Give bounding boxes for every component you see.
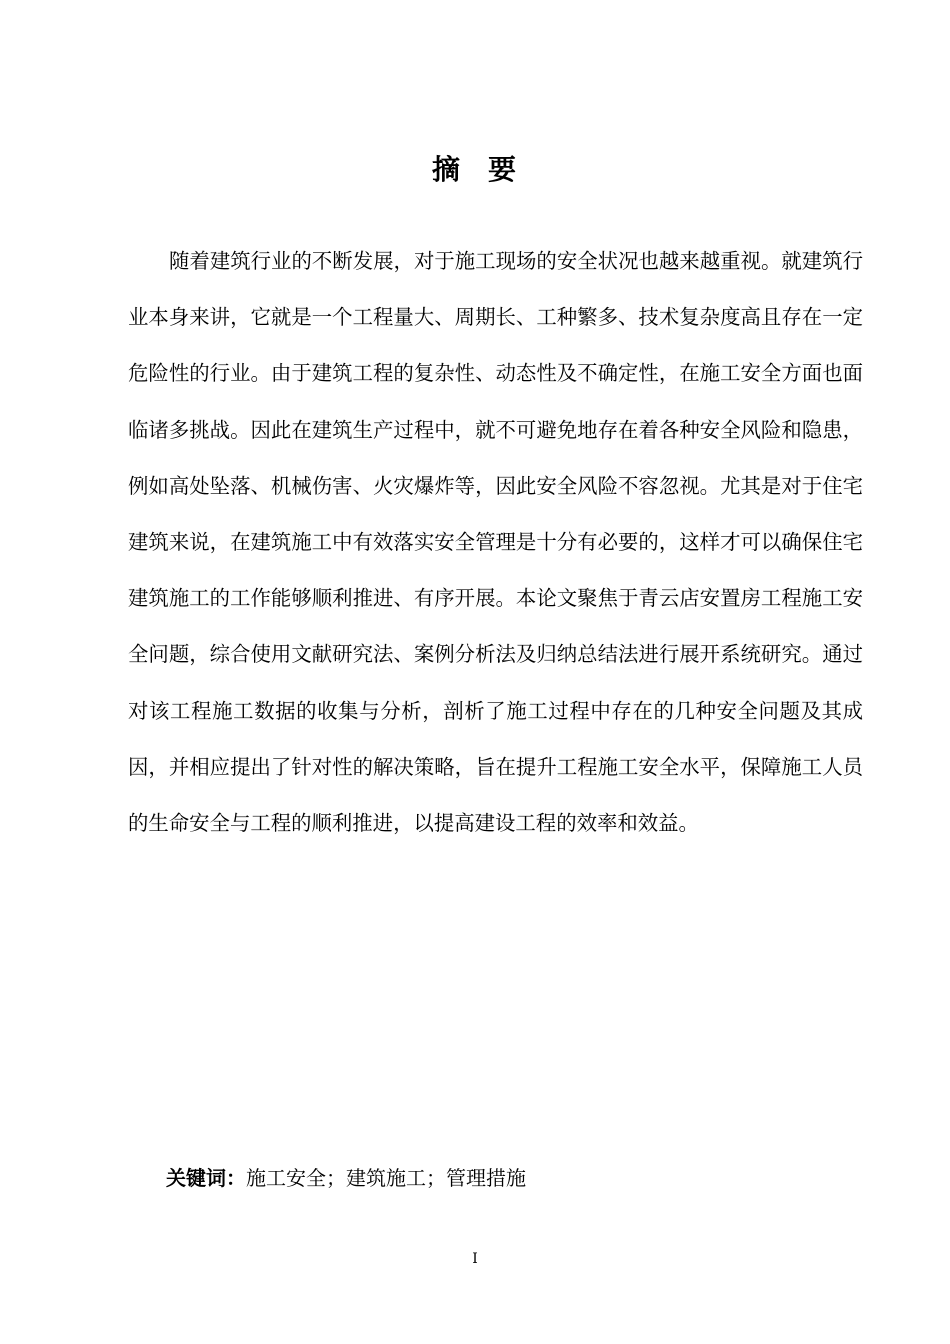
page-number: I xyxy=(472,1251,478,1267)
keywords-value: 施工安全；建筑施工；管理措施 xyxy=(246,1166,526,1190)
abstract-title-char-1: 摘 xyxy=(431,153,462,186)
keywords-label: 关键词： xyxy=(166,1166,246,1190)
abstract-title xyxy=(0,148,950,192)
abstract-title-char-2: 要 xyxy=(488,153,519,186)
abstract-body: 随着建筑行业的不断发展，对于施工现场的安全状况也越来越重视。就建筑行业本身来讲，它就是一个工程量大、周期长、工种繁多、技术复杂度高且存在一定危险性的行业。由于建筑工程的复杂性、动态性及不确定性，在施工安全方面也面临诸多挑战。因此在建筑生产过程中，就不可避免地存在着各种安全风险和隐患，例如高处坠落、机械伤害、火灾爆炸等，因此安全风险不容忽视。尤其是对于住宅建筑来说，在建筑施工中有效落实安全管理是十分有必要的，这样才可以确保住宅建筑施工的工作能够顺利推进、有序开展。本论文聚焦于青云店安置房工程施工安全问题，综合使用文献研究法、案例分析法及归纳总结法进行展开系统研究。通过对该工程施工数据的收集与分析，剖析了施工过程中存在的几种安全问题及其成因，并相应提出了针对性的解决策略，旨在提升工程施工安全水平，保障施工人员的生命安全与工程的顺利推进，以提高建设工程的效率和效益。 xyxy=(128,249,863,836)
keywords-line xyxy=(166,1160,526,1196)
